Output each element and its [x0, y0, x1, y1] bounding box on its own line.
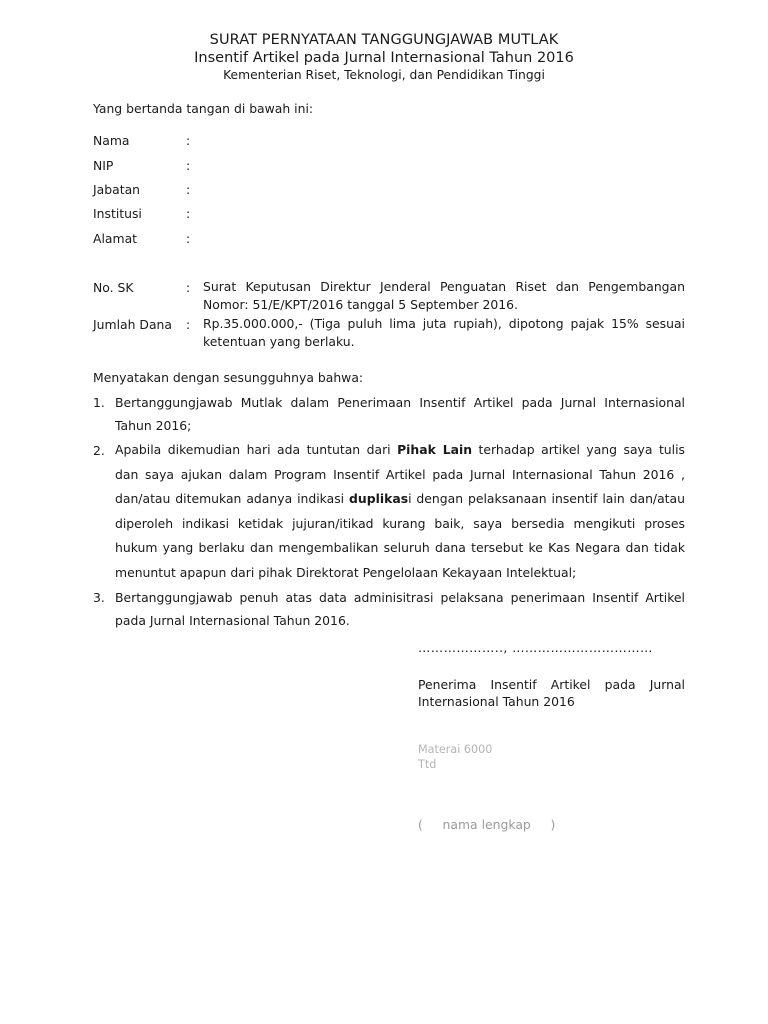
document-header — [0, 31, 768, 83]
item1-line1: Bertanggungjawab Mutlak dalam Penerimaan Insentif Artikel pada Jurnal Internasional — [115, 395, 685, 410]
recipient-role-line2: Internasional Tahun 2016 — [418, 694, 575, 709]
sk-colon: : — [186, 280, 191, 295]
field-label-nama: Nama — [93, 133, 130, 148]
field-colon: : — [186, 231, 191, 246]
item3-line2: pada Jurnal Internasional Tahun 2016. — [115, 613, 350, 628]
recipient-role — [418, 676, 685, 710]
materai-placeholder: Materai 6000 — [418, 743, 493, 756]
field-label-alamat: Alamat — [93, 231, 138, 246]
item2-line2: dan saya ajukan dalam Program Insentif Artikel pada Jurnal Internasional Tahun 2016 , — [115, 466, 685, 482]
place-date-line: ……………….., …………………………… — [418, 640, 653, 655]
bold-pihak-lain: Pihak Lain — [397, 442, 473, 457]
item2-line1-a: Apabila dikemudian hari ada tuntutan dari — [115, 442, 398, 457]
item2-line1-c: terhadap artikel yang saya tulis — [472, 442, 686, 457]
ttd-placeholder: Ttd — [418, 758, 437, 771]
statement-item-2 — [115, 438, 685, 586]
item2-line4: diperoleh indikasi ketidak jujuran/itikad kurang baik, saya bersedia mengikuti proses — [115, 515, 685, 531]
statement-item-3 — [115, 586, 685, 632]
item3-line1: Bertanggungjawab penuh atas data adminisitrasi pelaksana penerimaan Insentif Artikel — [115, 590, 685, 605]
field-label-institusi: Institusi — [93, 206, 142, 221]
sk-label: No. SK — [93, 280, 134, 295]
item-number: 3. — [93, 590, 105, 605]
document-title: SURAT PERNYATAAN TANGGUNGJAWAB MUTLAK — [209, 32, 559, 48]
dana-value-line1: Rp.35.000.000,- (Tiga puluh lima juta rupiah), dipotong pajak 15% sesuai — [203, 316, 685, 331]
field-colon: : — [186, 206, 191, 221]
field-label-jabatan: Jabatan — [93, 182, 141, 197]
statement-item-1 — [115, 391, 685, 437]
bold-duplikasi: duplikas — [349, 491, 409, 507]
item-number: 2. — [93, 443, 105, 458]
ministry-name: Kementerian Riset, Teknologi, dan Pendidikan Tinggi — [223, 68, 545, 82]
item-number: 1. — [93, 395, 105, 410]
field-colon: : — [186, 133, 191, 148]
dana-label: Jumlah Dana — [93, 317, 172, 332]
dana-colon: : — [186, 317, 191, 332]
intro-text: Yang bertanda tangan di bawah ini: — [93, 101, 314, 116]
statement-intro: Menyatakan dengan sesungguhnya bahwa: — [93, 370, 364, 385]
sk-value-line1: Surat Keputusan Direktur Jenderal Penguatan Riset dan Pengembangan — [203, 279, 685, 294]
item2-line3 — [115, 487, 685, 512]
item2-line6: menuntut apapun dari pihak Direktorat Pengelolaan Kekayaan Intelektual; — [115, 564, 577, 580]
field-colon: : — [186, 182, 191, 197]
item2-line3-c: i dengan pelaksanaan insentif lain dan/atau — [408, 491, 685, 507]
field-label-nip: NIP — [93, 158, 114, 173]
item1-line2: Tahun 2016; — [115, 418, 192, 433]
document-subtitle: Insentif Artikel pada Jurnal Internasional Tahun 2016 — [194, 50, 574, 66]
recipient-role-line1: Penerima Insentif Artikel pada Jurnal — [418, 677, 685, 692]
sk-value-line2: Nomor: 51/E/KPT/2016 tanggal 5 September 2016. — [203, 297, 518, 312]
dana-value — [203, 315, 685, 351]
item2-line3-a: dan/atau ditemukan adanya indikasi — [115, 491, 350, 507]
field-colon: : — [186, 158, 191, 173]
dana-value-line2: ketentuan yang berlaku. — [203, 334, 355, 349]
full-name-placeholder: ( nama lengkap ) — [418, 817, 556, 832]
item2-line1 — [115, 438, 685, 463]
sk-value — [203, 278, 685, 314]
item2-line5: hukum yang berlaku dan mengembalikan seluruh dana tersebut ke Kas Negara dan tidak — [115, 540, 685, 556]
